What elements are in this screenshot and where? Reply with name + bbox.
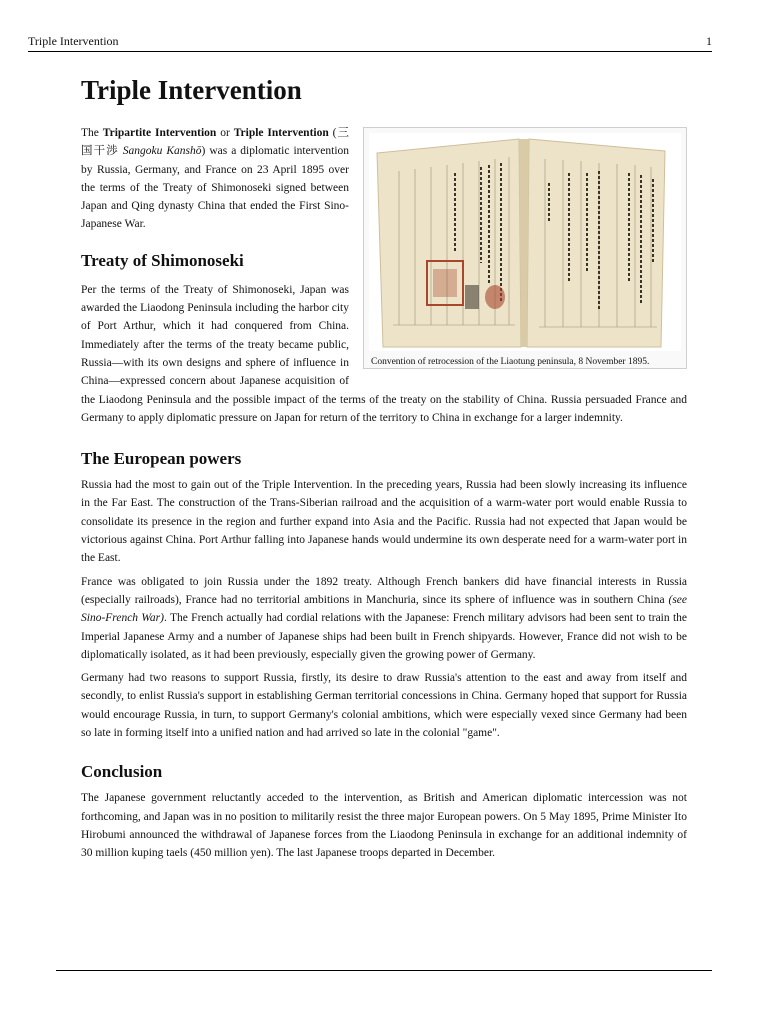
intro-bold-2: Triple Intervention — [233, 127, 329, 139]
header-rule — [28, 51, 712, 52]
france-paragraph — [81, 573, 687, 664]
conclusion-paragraph: The Japanese government reluctantly acceded to the intervention, as British and American diplomatic intercession was not forthcoming, and Japan was in no position to militarily resist the three major European powers. On 5 May 1895, Prime Minister Ito Hirobumi announced the withdrawal of Japanese forces from the Liaodong Peninsula in exchange for an additional indemnity of 30 million kuping taels (450 million yen). The last Japanese troops departed in December. — [81, 792, 687, 860]
manuscript-photo — [369, 133, 681, 351]
france-text-a: France was obligated to join Russia under the 1892 treaty. Although French bankers did have financial interests in Russia (especially railroads), France had no territorial ambitions in Manchuria, since its sphere of influence was in southern China — [81, 575, 687, 606]
france-text-b: . The French actually had cordial relations with the Japanese: French military advisors had been sent to train the Imperial Japanese Army and a number of Japanese ships had been built in French shipyards. However, France did not wish to be diplomatically isolated, as it had been previously, especially given the growing power of Germany. — [81, 612, 687, 661]
figure-box — [363, 127, 687, 369]
treaty-paragraph: Per the terms of the Treaty of Shimonoseki, Japan was awarded the Liaodong Peninsula including the harbor city of Port Arthur, which it had conquered from China. Immediately after the terms of the treaty became public, Russia—with its own designs and sphere of influence in China—expressed concern about Japanese acquisition of the Liaodong Peninsula and the possible impact of the terms of the treaty on the stability of China. Russia persuaded France and Germany to apply diplomatic pressure on Japan for return of the territory to China in exchange for a larger indemnity. — [81, 283, 687, 424]
intro-italic: Sangoku Kanshō — [122, 145, 202, 158]
page-number: 1 — [706, 34, 712, 48]
section-heading-conclusion: Conclusion — [81, 762, 163, 782]
running-title: Triple Intervention — [28, 34, 119, 48]
footer-rule — [56, 970, 712, 971]
intro-text-2: or — [216, 127, 234, 139]
article-body — [81, 70, 687, 863]
intro-text-1: The — [81, 127, 103, 139]
article-title: Triple Intervention — [81, 75, 302, 105]
intro-text-3: (三国干渉 — [81, 127, 349, 158]
section-heading-european-powers: The European powers — [81, 449, 242, 469]
section-heading-treaty: Treaty of Shimonoseki — [81, 250, 244, 270]
intro-bold-1: Tripartite Intervention — [102, 127, 217, 139]
germany-paragraph: Germany had two reasons to support Russia, firstly, its desire to draw Russia's attention to the east and away from itself and secondly, to enlist Russia's support in establishing German territorial concessions in China. Germany hoped that support for Russia would encourage Russia, in turn, to support Germany's colonial ambitions, which were especially vexed since Germany had been so late in forming itself into a unified nation and had arrived so late in the colonial "game". — [81, 672, 687, 740]
france-italic-link: (see Sino-French War) — [81, 593, 687, 625]
figure-caption: Convention of retrocession of the Liaotung peninsula, 8 November 1895. — [371, 357, 650, 367]
russia-paragraph: Russia had the most to gain out of the Triple Intervention. In the preceding years, Russia had been slowly increasing its influence in the Far East. The construction of the Trans-Siberian railroad and the acquisition of a warm-water port would enable Russia to consolidate its presence in the region and further expand into Asia and the Pacific. Russia had not expected that Japan would be victorious against China. Port Arthur falling into Japanese hands would undermine its own desperate need for a warm-water port in the East. — [81, 479, 687, 565]
intro-text-4: ) was a diplomatic intervention by Russia, Germany, and France on 23 April 1895 over the terms of the Treaty of Shimonoseki signed between Japan and Qing dynasty China that ended the First Sino-Japanese War. — [81, 145, 350, 231]
